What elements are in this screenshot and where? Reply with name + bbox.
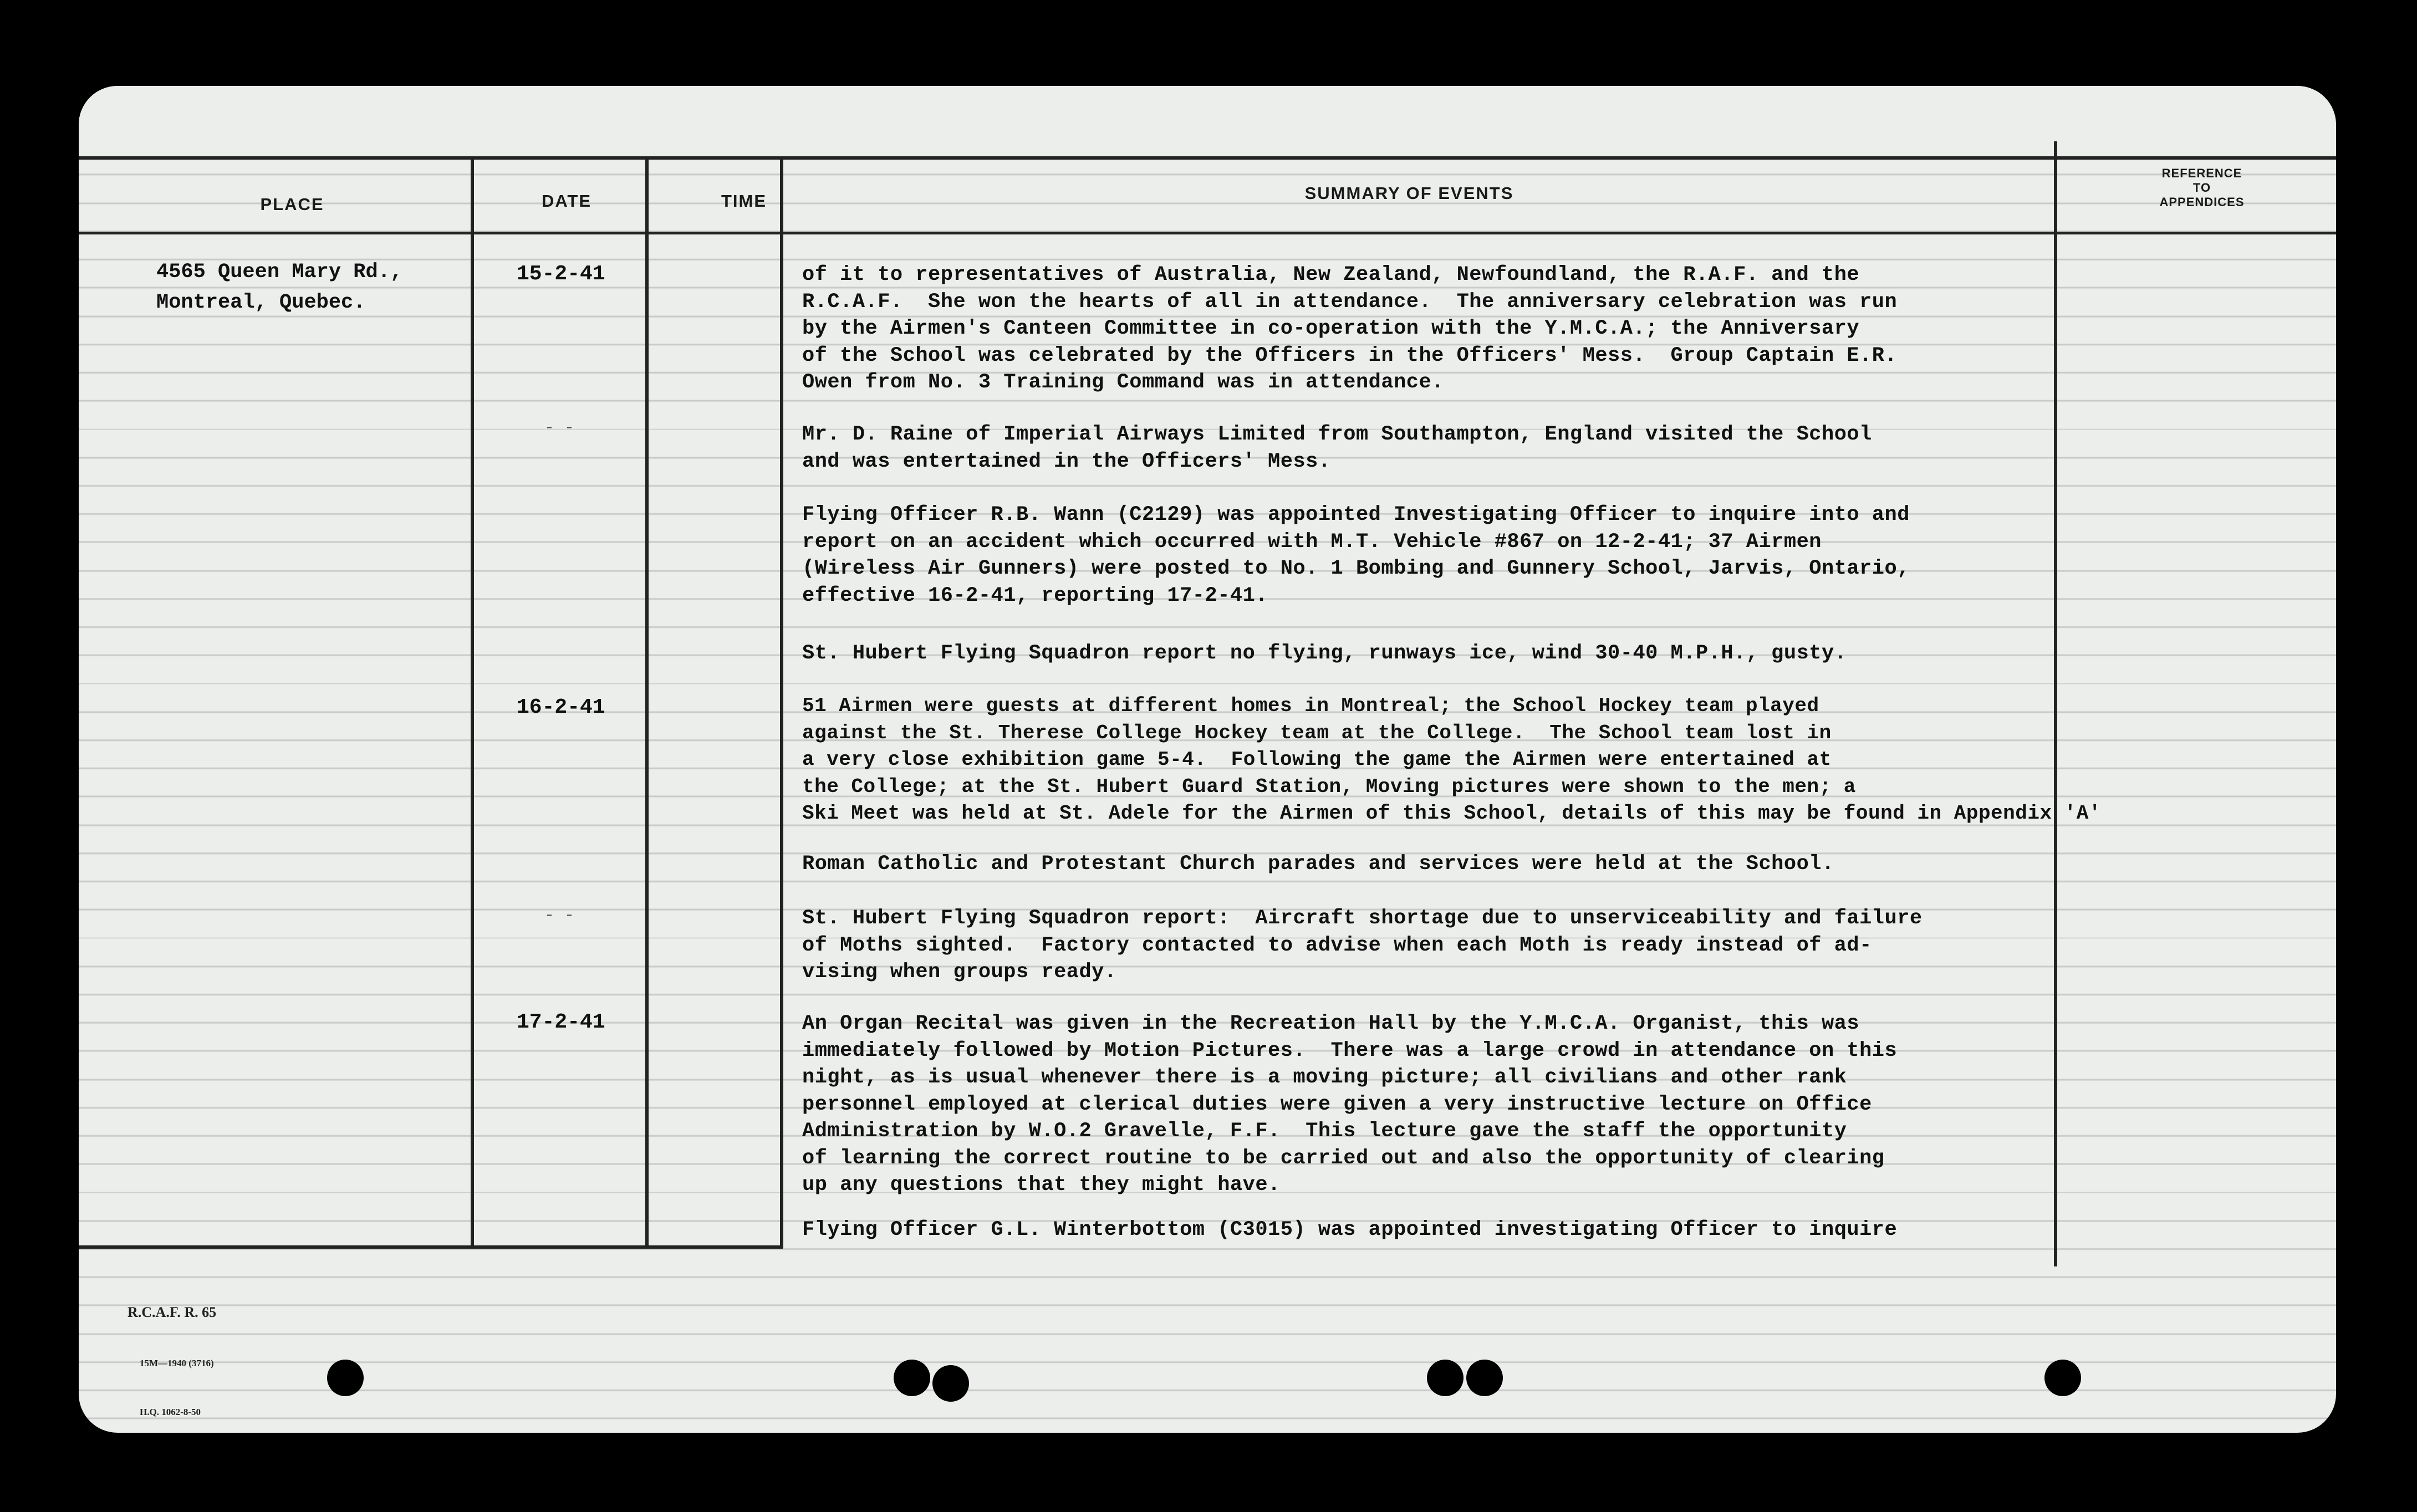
diary-form-card — [79, 86, 2336, 1433]
column-divider-date — [645, 156, 649, 1248]
punch-hole — [2044, 1360, 2081, 1396]
summary-entry: St. Hubert Flying Squadron report: Aircraft shortage due to unserviceability and failure of Moths sighted. Factory contacted to advise when each Moth is ready instead of ad- vising when groups ready. — [802, 907, 1923, 984]
punch-hole — [894, 1360, 930, 1396]
header-summary: SUMMARY OF EVENTS — [1304, 183, 1514, 203]
bottom-rule — [79, 1245, 783, 1249]
header-bottom-rule — [79, 232, 2336, 234]
header-band — [79, 86, 2336, 158]
ditto-mark: - - — [544, 906, 575, 925]
summary-entry: An Organ Recital was given in the Recreation Hall by the Y.M.C.A. Organist, this was immediately followed by Motion Pictures. There was a large crowd in attendance on this night, as is usual whenever there is a moving picture; all civilians and other rank personnel employed at clerical duties were given a very instructive lecture on Office Administration by W.O.2 Gravelle, F.F. This lecture gave the staff the opportunity of learning the correct routine to be carried out and also the opportunity of clearing up any questions that they might have. — [802, 1012, 1898, 1197]
form-number: R.C.A.F. R. 65 — [128, 1304, 217, 1320]
punch-hole — [1466, 1360, 1503, 1396]
column-divider-place — [471, 156, 474, 1248]
date-entry: 16-2-41 — [517, 696, 605, 719]
summary-entry: Flying Officer G.L. Winterbottom (C3015) was appointed investigating Officer to inquire — [802, 1218, 1898, 1242]
summary-entry: Flying Officer R.B. Wann (C2129) was appointed Investigating Officer to inquire into and report on an accident which occurred with M.T. Vehicle #867 on 12-2-41; 37 Airmen (Wireless Air Gunners) were posted to No. 1 Bombing and Gunnery School, Jarvis, Ontario, effective 16-2-41, reporting 17-2-41. — [802, 503, 1910, 607]
column-divider-time — [780, 156, 783, 1248]
punch-hole — [327, 1360, 364, 1396]
summary-entry: Roman Catholic and Protestant Church parades and services were held at the School. — [802, 852, 1834, 876]
place-line-1: 4565 Queen Mary Rd., — [156, 260, 403, 284]
summary-entry: 51 Airmen were guests at different homes in Montreal; the School Hockey team played against the St. Therese College Hockey team at the College. The School team lost in a very close exhibition game 5-4. Following the game the Airmen were entertained at the College; at the St. Hubert Guard Station, Moving pictures were shown to the men; a Ski Meet was held at St. Adele for the Airmen of this School, details of this may be found in Appendix 'A' — [802, 694, 2101, 825]
header-top-rule — [79, 156, 2336, 160]
date-entry: 17-2-41 — [517, 1010, 605, 1034]
date-entry: 15-2-41 — [517, 262, 605, 286]
summary-entry: of it to representatives of Australia, New Zealand, Newfoundland, the R.A.F. and the R.C.A.F. She won the hearts of all in attendance. The anniversary celebration was run by the Airmen's Canteen Committee in co-operation with the Y.M.C.A.; the Anniversary of the School was celebrated by the Officers in the Officers' Mess. Group Captain E.R. Owen from No. 3 Training Command was in attendance. — [802, 263, 1898, 394]
place-line-2: Montreal, Quebec. — [156, 291, 366, 314]
header-time: TIME — [721, 191, 767, 211]
summary-entry: Mr. D. Raine of Imperial Airways Limited from Southampton, England visited the School and was entertained in the Officers' Mess. — [802, 423, 1872, 473]
header-reference: REFERENCE TO APPENDICES — [2159, 166, 2245, 209]
header-date: DATE — [541, 191, 592, 211]
punch-hole — [1427, 1360, 1464, 1396]
form-code — [128, 1268, 216, 1433]
hq-number: H.Q. 1062-8-50 — [140, 1407, 201, 1417]
header-place: PLACE — [260, 195, 324, 214]
ditto-mark: - - — [544, 418, 575, 437]
print-run: 15M—1940 (3716) — [140, 1358, 214, 1368]
punch-hole — [932, 1365, 969, 1402]
summary-entry: St. Hubert Flying Squadron report no flying, runways ice, wind 30-40 M.P.H., gusty. — [802, 642, 1847, 665]
